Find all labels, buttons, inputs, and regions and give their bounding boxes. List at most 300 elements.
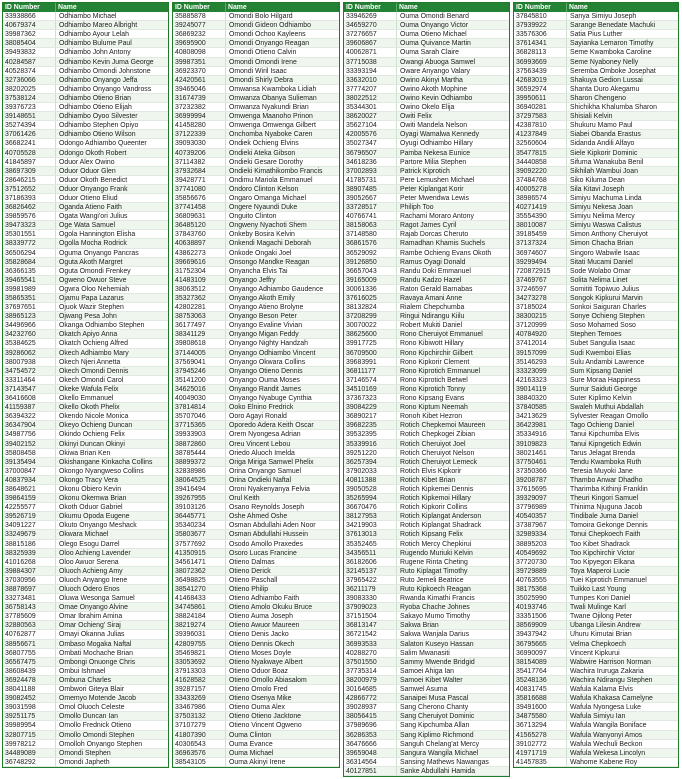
name-cell: Otieno Omolo Fred	[225, 685, 339, 693]
table-row	[344, 12, 509, 21]
id-number-cell: 37186393	[5, 194, 36, 202]
name-cell: Omollo Omondi Stephen	[55, 731, 168, 739]
name-cell: Onsongo Mandke Reagan	[225, 258, 339, 266]
name-cell: Sonkoi Saiguran Charles	[566, 303, 678, 311]
table-row	[3, 349, 168, 358]
name-cell: Otieno Dalmas	[225, 558, 339, 566]
id-number-cell: 37503132	[175, 713, 206, 721]
name-cell: Ogweno Owuor Steve	[55, 276, 168, 284]
name-cell: Ragot James Cyril	[396, 221, 509, 229]
id-number-cell: 40763555	[516, 576, 547, 584]
table-row	[3, 530, 168, 539]
name-cell: Too Kibet Shadrack	[566, 540, 678, 548]
id-number-cell: 35627104	[346, 122, 377, 130]
id-number-cell: 36758143	[5, 604, 36, 612]
id-number-cell: 38965123	[5, 313, 36, 321]
table-row	[344, 485, 509, 494]
table-row	[173, 276, 339, 285]
id-number-cell: 37276657	[346, 31, 377, 39]
name-cell: Omondi Wiril Isaac	[225, 67, 339, 75]
table-row	[514, 230, 678, 239]
table-row	[173, 167, 339, 176]
name-cell: Sammy Mwende Bridgid	[396, 658, 509, 666]
id-number-cell: 37615695	[516, 485, 547, 493]
name-cell: Rotich Kiplangat Shadrack	[396, 521, 509, 529]
table-row	[173, 721, 339, 730]
id-number-cell: 33249679	[5, 531, 36, 539]
table-row	[344, 249, 509, 258]
name-cell: Oduor Alex Owino	[55, 158, 168, 166]
id-number-cell: 39103126	[175, 504, 206, 512]
name-cell: Ruto Kipkoech Reagan	[396, 585, 509, 593]
name-cell: Osano Reynolds Joseph	[225, 503, 339, 511]
id-number-cell: 36529092	[346, 249, 377, 257]
name-cell: Owino Okelo Elija	[396, 103, 509, 111]
id-number-cell: 39491600	[516, 704, 547, 712]
name-cell: Oloo Achieng Lavender	[55, 549, 168, 557]
table-row	[514, 430, 678, 439]
id-number-cell: 39428771	[175, 176, 206, 184]
id-number-cell: 37720730	[516, 558, 547, 566]
id-number-cell: 37774207	[346, 85, 377, 93]
id-number-cell: 33311464	[5, 376, 36, 384]
id-number-cell: 39917725	[346, 340, 377, 348]
id-number-cell: 37563439	[516, 67, 547, 75]
name-cell: Odhiambo Omondi Johnstone	[55, 67, 168, 75]
name-cell: Rwanda Kimathi Francis	[396, 594, 509, 602]
name-cell: Sakwa Wanjala Darius	[396, 630, 509, 638]
table-row	[173, 649, 339, 658]
id-number-cell: 39251175	[5, 713, 36, 721]
table-row	[514, 576, 678, 585]
table-row	[514, 731, 678, 740]
name-cell: Sarange Benedate Machuki	[566, 21, 678, 29]
name-cell: Okiwa Brian Ken	[55, 449, 168, 457]
id-number-cell: 39659048	[346, 749, 377, 757]
table-row	[3, 94, 168, 103]
name-cell: Tanui Kipchumba Elvis	[566, 430, 678, 438]
name-cell: Owiti Mandela Nelson	[396, 121, 509, 129]
id-number-cell: 38815186	[5, 540, 36, 548]
name-cell: Sakayo Mumo Timothy	[396, 612, 509, 620]
table-row	[514, 339, 678, 348]
id-number-cell: 40705528	[5, 149, 36, 157]
table-row	[3, 30, 168, 39]
name-cell: Sidanda Andili Alfayo	[566, 139, 678, 147]
name-cell: Onyango Beson Peter	[225, 312, 339, 320]
table-row	[514, 694, 678, 703]
table-row	[3, 394, 168, 403]
name-cell: Twane Ojilong Peter	[566, 612, 678, 620]
id-number-cell: 38541270	[175, 586, 206, 593]
name-cell: Tuikko Last Young	[566, 585, 678, 593]
name-cell: Sum Kipsang Daniel	[566, 367, 678, 375]
name-cell: Otieno Otieno Jacktone	[225, 712, 339, 720]
table-row	[173, 39, 339, 48]
id-number-cell: 33946269	[346, 13, 377, 21]
name-cell: Okonu Okemwa Brian	[55, 494, 168, 502]
id-number-cell: 38219274	[175, 622, 206, 630]
id-number-cell: 39050528	[346, 485, 377, 493]
id-number-cell: 41845897	[5, 158, 36, 166]
table-row	[514, 540, 678, 549]
name-cell: Simiyu Machuma Linda	[566, 194, 678, 202]
id-number-cell: 28646215	[5, 176, 36, 184]
name-cell: Ronoh Kibet Hezron	[396, 412, 509, 420]
id-name-table	[2, 2, 169, 768]
name-cell: Omondi Otieno Calvin	[225, 48, 339, 56]
id-number-cell: 39082452	[5, 695, 36, 703]
id-number-cell: 37144005	[175, 349, 206, 357]
name-cell: Ouma Otieno Michael	[396, 30, 509, 38]
table-row	[173, 330, 339, 339]
id-number-cell: 39987351	[175, 58, 206, 66]
id-number-cell: 41483109	[175, 276, 206, 284]
table-row	[3, 203, 168, 212]
id-number-cell: 32838986	[175, 467, 206, 475]
id-number-cell: 40837934	[5, 476, 36, 484]
name-cell: Wafula Simiyu Ian	[566, 712, 678, 720]
name-cell: Orina Ondieki Naftal	[225, 476, 339, 484]
name-cell: Owino Kevin Odhiambo	[396, 94, 509, 102]
name-cell: Omondi Japheth	[55, 758, 168, 766]
table-row	[3, 731, 168, 740]
id-number-cell: 36940281	[516, 104, 547, 112]
id-number-cell: 34356511	[346, 549, 377, 557]
id-number-cell: 36963576	[175, 749, 206, 757]
name-cell: Omondi Bolo Hilgard	[225, 12, 339, 20]
name-cell: Rotich Mercy Chepkirui	[396, 540, 509, 548]
id-number-cell: 36445771	[175, 513, 206, 521]
name-cell: Shakuya Gedion Lussai	[566, 76, 678, 84]
table-row	[514, 312, 678, 321]
name-cell: Tharimba Kithinji Franklin	[566, 485, 678, 493]
id-number-cell: 39437942	[516, 631, 547, 639]
table-row	[3, 303, 168, 312]
id-number-cell: 37750461	[516, 458, 547, 466]
name-cell: Odhiambo Kevin Juma George	[55, 58, 168, 66]
name-cell: Sharon Chengeno	[566, 94, 678, 102]
id-number-cell: 33323099	[516, 367, 547, 375]
table-row	[173, 48, 339, 57]
table-row	[344, 121, 509, 130]
id-number-cell: 36999994	[175, 113, 206, 121]
name-cell: Ondieki Kimathikombo Francis	[225, 167, 339, 175]
table-row	[344, 503, 509, 512]
table-row	[173, 30, 339, 39]
name-cell: Omar Ochieng' Siraj	[55, 621, 168, 629]
table-row	[514, 85, 678, 94]
id-number-cell: 33433269	[175, 695, 206, 703]
id-number-cell: 37122339	[175, 131, 206, 139]
id-number-cell: 35248136	[516, 676, 547, 684]
table-row	[3, 367, 168, 376]
table-row	[173, 349, 339, 358]
table-row	[514, 530, 678, 539]
name-cell: Wafula Wanyonyi Amos	[566, 731, 678, 739]
table-row	[344, 67, 509, 76]
id-number-cell: 37030956	[5, 576, 36, 584]
name-cell: Otieno Derick	[225, 567, 339, 575]
id-number-cell: 39396031	[175, 631, 206, 639]
table-row	[344, 612, 509, 621]
id-number-cell: 40638897	[175, 240, 206, 248]
table-row	[3, 594, 168, 603]
name-cell: Ondiek Ochieng Elvins	[225, 139, 339, 147]
name-cell: Shisiali Kelvin	[566, 112, 678, 120]
table-row	[514, 603, 678, 612]
id-number-cell: 39287157	[175, 686, 206, 694]
table-row	[344, 403, 509, 412]
table-body	[344, 12, 509, 776]
table-row	[3, 194, 168, 203]
table-row	[344, 167, 509, 176]
header-id-number: ID Number	[5, 4, 40, 11]
name-cell: Seme Nyaboney Nelly	[566, 58, 678, 66]
id-number-cell: 38200979	[346, 676, 377, 684]
table-row	[173, 658, 339, 667]
table-row	[173, 540, 339, 549]
name-cell: Onyango Akoth Emily	[225, 294, 339, 302]
name-cell: Otieno Vincent Ogweno	[225, 721, 339, 729]
name-cell: Patrick Kiprotich	[396, 167, 509, 175]
name-cell: Rono Kipkorir Clement	[396, 358, 509, 366]
table-row	[3, 403, 168, 412]
table-row	[3, 512, 168, 521]
name-cell: Ondieki Ateka Gibson	[225, 149, 339, 157]
name-cell: Osman Abdullahi Hussein	[225, 530, 339, 538]
id-number-cell: 39493832	[5, 49, 36, 57]
name-cell: Otieno Auma Joseph	[225, 612, 339, 620]
table-header	[514, 3, 678, 12]
table-row	[514, 30, 678, 39]
id-number-cell: 37913303	[175, 667, 206, 675]
id-number-cell: 36682241	[5, 140, 36, 148]
table-row	[344, 221, 509, 230]
table-row	[514, 621, 678, 630]
id-number-cell: 36506294	[5, 249, 36, 257]
id-number-cell: 37965422	[346, 576, 377, 584]
name-cell: Okech Omondi Dennis	[55, 367, 168, 375]
table-row	[514, 712, 678, 721]
id-number-cell: 38085404	[5, 40, 36, 48]
name-cell: Rono Cheruiyot Emmanuel	[396, 330, 509, 338]
table-row	[344, 394, 509, 403]
name-cell: Sanguh Chelang'at Mercy	[396, 740, 509, 748]
table-row	[173, 103, 339, 112]
table-row	[173, 694, 339, 703]
name-cell: Wafula Wechuli Beckon	[566, 740, 678, 748]
id-number-cell: 39157099	[516, 349, 547, 357]
name-cell: Rono Kiptum Neemah	[396, 403, 509, 411]
name-cell: Okoth Oduor Gabriel	[55, 503, 168, 511]
name-cell: Okwara Michael	[55, 530, 168, 538]
table-row	[173, 367, 339, 376]
id-number-cell: 39267955	[175, 495, 206, 503]
table-row	[344, 440, 509, 449]
id-number-cell: 35327362	[175, 295, 206, 302]
id-number-cell: 39884307	[5, 567, 36, 575]
name-cell: Omae Onyango Alvine	[55, 603, 168, 611]
table-row	[344, 512, 509, 521]
id-number-cell: 42387810	[516, 122, 547, 130]
id-number-cell: 37246597	[516, 285, 547, 293]
table-row	[514, 58, 678, 67]
id-number-cell: 41016268	[5, 558, 36, 566]
id-number-cell: 39978212	[5, 740, 36, 748]
name-cell: Oroni Nyakenyanya Felvia	[225, 485, 339, 493]
name-cell: Oyagi Wamalwa Kennedy	[396, 130, 509, 138]
id-number-cell: 37512652	[5, 185, 36, 193]
id-number-cell: 39148651	[5, 113, 36, 121]
table-row	[514, 449, 678, 458]
table-row	[344, 449, 509, 458]
id-number-cell: 39683991	[346, 358, 377, 366]
table-row	[3, 694, 168, 703]
id-number-cell: 37945246	[175, 367, 206, 375]
id-number-cell: 40193746	[516, 604, 547, 612]
name-cell: Swaleh Muthui Abdallah	[566, 403, 678, 411]
table-row	[173, 394, 339, 403]
table-row	[344, 39, 509, 48]
table-row	[514, 167, 678, 176]
table-row	[3, 712, 168, 721]
name-cell: Rono Kipchirchir Gilbert	[396, 349, 509, 357]
name-cell: Odhiambo Bulume Paul	[55, 39, 168, 47]
id-number-cell: 41971719	[516, 749, 547, 757]
id-number-cell: 37538124	[5, 94, 36, 102]
name-cell: Sang Kipchumba Allan	[396, 721, 509, 729]
name-cell: Omemyo Motende Jacob	[55, 694, 168, 702]
name-cell: Ombati Mochache Brian	[55, 649, 168, 657]
id-number-cell: 42809755	[175, 640, 206, 648]
table-row	[514, 503, 678, 512]
id-number-cell: 39028937	[346, 704, 377, 712]
name-cell: Owiti Felix	[396, 112, 509, 120]
id-number-cell: 720872915	[516, 267, 551, 275]
id-number-cell: 37697651	[5, 304, 36, 312]
id-number-cell: 36924478	[5, 676, 36, 684]
name-cell: Wafula Wekesa Lincolyn	[566, 749, 678, 757]
table-row	[344, 267, 509, 276]
table-row	[173, 230, 339, 239]
name-cell: Rugendo Muriuki Kelvin	[396, 549, 509, 557]
name-cell: Okello Emmanuel	[55, 394, 168, 402]
name-cell: Okendo Nicole Monica	[55, 412, 168, 420]
name-cell: Onyango Odhiambo Vincent	[225, 349, 339, 357]
id-number-cell: 37932684	[175, 167, 206, 175]
id-number-cell: 35027347	[346, 140, 377, 148]
name-cell: Okatch Apiyo Anna	[55, 330, 168, 338]
name-cell: Omwenga Maanoho Prinon	[225, 112, 339, 120]
id-name-table	[513, 2, 679, 768]
table-row	[3, 267, 168, 276]
name-cell: Oguta Akoth Margret	[55, 258, 168, 266]
table-row	[514, 139, 678, 148]
id-number-cell: 36807755	[5, 649, 36, 657]
id-number-cell: 36394322	[5, 413, 36, 421]
name-cell: Shichikha Khalumba Sharon	[566, 103, 678, 111]
table-row	[173, 158, 339, 167]
id-number-cell: 36709500	[346, 349, 377, 357]
id-number-cell: 40784920	[516, 331, 547, 339]
table-row	[514, 194, 678, 203]
table-row	[3, 640, 168, 649]
name-cell: Tarus Jelagat Brenda	[566, 449, 678, 457]
table-row	[3, 503, 168, 512]
table-row	[514, 67, 678, 76]
table-row	[173, 249, 339, 258]
name-cell: Rugene Rinta Cheting	[396, 558, 509, 566]
id-number-cell: 38072362	[175, 567, 206, 575]
table-row	[344, 339, 509, 348]
id-number-cell: 37741080	[175, 185, 206, 193]
name-cell: Shanta Duro Akegamu	[566, 85, 678, 93]
id-number-cell: 39014119	[516, 385, 547, 393]
table-row	[173, 212, 339, 221]
table-header	[344, 3, 509, 12]
id-number-cell: 37569041	[175, 358, 206, 366]
id-number-cell: 38175368	[516, 586, 547, 593]
id-number-cell: 40062871	[346, 49, 377, 57]
name-cell: Simiyu Waswa Calistus	[566, 221, 678, 229]
name-cell: Odhiambo Otieno Wilson	[55, 130, 168, 138]
id-number-cell: 39109823	[516, 440, 547, 448]
table-row	[344, 703, 509, 712]
name-cell: Onguito Clinton	[225, 212, 339, 220]
name-cell: Owino Akinyi Martha	[396, 76, 509, 84]
name-cell: Okumu Opoda Eugene	[55, 512, 168, 520]
name-cell: Ouma Clinton	[225, 731, 339, 739]
id-number-cell: 35856676	[175, 194, 206, 202]
id-number-cell: 39185459	[516, 231, 547, 239]
id-number-cell: 36314564	[346, 758, 377, 766]
id-number-cell: 36974607	[516, 249, 547, 257]
id-number-cell: 35146293	[516, 358, 547, 366]
table-row	[344, 376, 509, 385]
name-cell: Onkode Ongaki Joel	[225, 249, 339, 257]
id-number-cell: 39286062	[5, 349, 36, 357]
table-row	[3, 67, 168, 76]
name-cell: Tendu Kwamboka Ruth	[566, 458, 678, 466]
id-number-cell: 35477815	[516, 149, 547, 157]
table-row	[3, 12, 168, 21]
table-row	[514, 149, 678, 158]
table-row	[344, 21, 509, 30]
id-number-cell: 30061336	[346, 285, 377, 293]
table-row	[173, 421, 339, 430]
name-cell: Samwel Asuma	[396, 685, 509, 693]
table-row	[514, 39, 678, 48]
table-row	[3, 167, 168, 176]
table-row	[514, 358, 678, 367]
id-number-cell: 39695900	[175, 40, 206, 48]
table-row	[3, 249, 168, 258]
table-row	[173, 521, 339, 530]
id-number-cell: 42866772	[346, 695, 377, 703]
id-number-cell: 39208787	[516, 476, 547, 484]
name-cell: Rotich Kipkorir Collins	[396, 503, 509, 511]
id-number-cell: 41457835	[516, 758, 547, 766]
table-row	[173, 549, 339, 558]
id-number-cell: 37939922	[516, 22, 547, 30]
table-row	[514, 558, 678, 567]
id-number-cell: 34091227	[5, 522, 36, 530]
name-cell: Odhiambo Otieno Elijah	[55, 103, 168, 111]
id-number-cell: 40762877	[5, 631, 36, 639]
id-number-cell: 37148580	[346, 231, 377, 239]
id-number-cell: 39083330	[346, 595, 377, 603]
